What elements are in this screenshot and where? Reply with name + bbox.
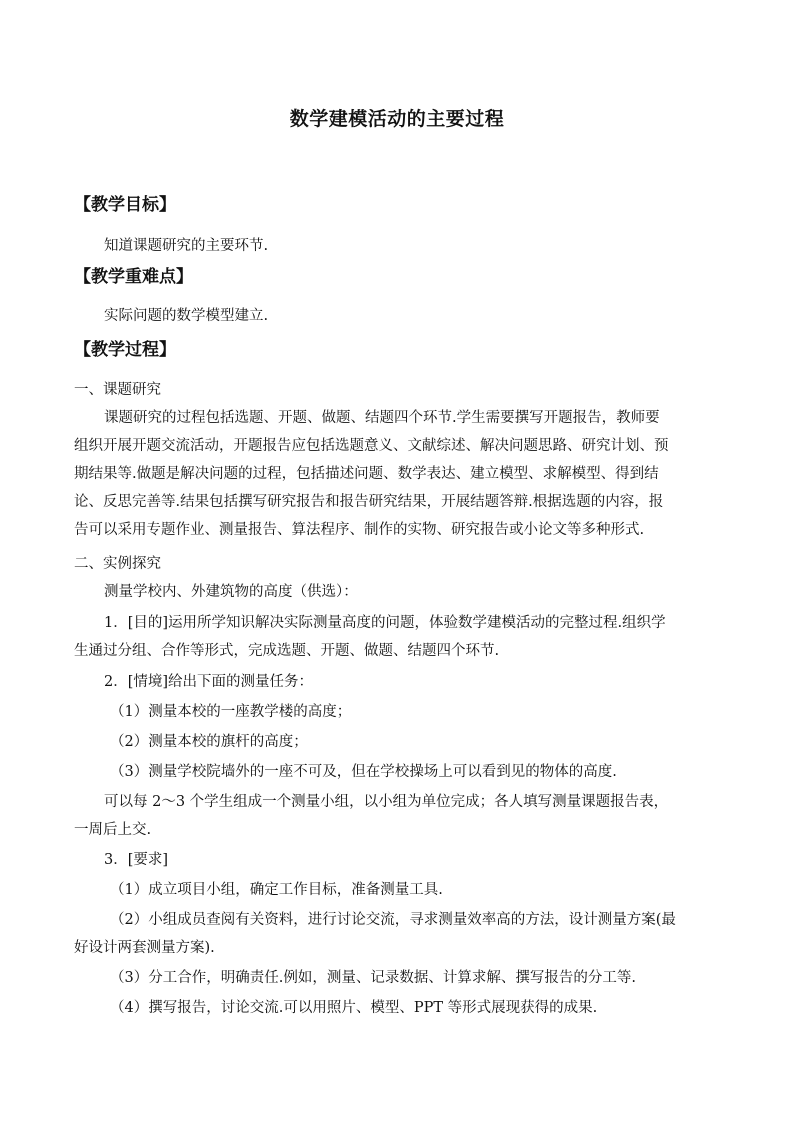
context-line: 2．[情境]给出下面的测量任务： xyxy=(104,674,314,690)
task-item: （3）测量学校院墙外的一座不可及，但在学校操场上可以看到见的物体的高度. xyxy=(110,764,617,780)
part2-title: 二、实例探究 xyxy=(74,556,161,572)
paragraph-line: 可以每 2～3 个学生组成一个测量小组，以小组为单位完成；各人填写测量课题报告表， xyxy=(104,794,669,810)
requirement-item: （1）成立项目小组，确定工作目标，准备测量工具. xyxy=(110,882,443,898)
key-text: 实际问题的数学模型建立. xyxy=(104,308,269,324)
paragraph-line: 1．[目的]运用所学知识解决实际测量高度的问题，体验数学建模活动的完整过程.组织学 xyxy=(104,615,666,631)
section-heading-key: 【教学重难点】 xyxy=(74,267,193,287)
paragraph-line: 告可以采用专题作业、测量报告、算法程序、制作的实物、研究报告或小论文等多种形式. xyxy=(74,522,645,538)
paragraph-line: 课题研究的过程包括选题、开题、做题、结题四个环节.学生需要撰写开题报告，教师要 xyxy=(104,410,660,426)
paragraph-line: 组织开展开题交流活动，开题报告应包括选题意义、文献综述、解决问题思路、研究计划、预 xyxy=(74,438,669,454)
goal-text: 知道课题研究的主要环节. xyxy=(104,238,269,254)
requirement-item: （2）小组成员查阅有关资料，进行讨论交流，寻求测量效率高的方法，设计测量方案(最 xyxy=(110,912,676,928)
paragraph-line: 期结果等.做题是解决问题的过程，包括描述问题、数学表达、建立模型、求解模型、得到结 xyxy=(74,466,659,482)
page-title: 数学建模活动的主要过程 xyxy=(289,108,505,130)
requirement-item: （3）分工合作，明确责任.例如，测量、记录数据、计算求解、撰写报告的分工等. xyxy=(110,970,636,986)
part1-title: 一、课题研究 xyxy=(74,382,161,398)
requirement-item: （4）撰写报告，讨论交流.可以用照片、模型、PPT 等形式展现获得的成果. xyxy=(110,1000,598,1016)
requirement-item: 好设计两套测量方案). xyxy=(74,940,215,956)
paragraph-line: 一周后上交. xyxy=(74,822,152,838)
paragraph-line: 论、反思完善等.结果包括撰写研究报告和报告研究结果，开展结题答辩.根据选题的内容，报 xyxy=(74,494,664,510)
task-item: （2）测量本校的旗杆的高度； xyxy=(110,734,308,750)
requirements-line: 3．[要求] xyxy=(104,852,169,868)
section-heading-process: 【教学过程】 xyxy=(74,340,176,360)
task-item: （1）测量本校的一座教学楼的高度； xyxy=(110,704,352,720)
section-heading-goal: 【教学目标】 xyxy=(74,195,176,215)
part2-intro: 测量学校内、外建筑物的高度（供选）： xyxy=(104,584,358,600)
paragraph-line: 生通过分组、合作等形式，完成选题、开题、做题、结题四个环节. xyxy=(74,643,500,659)
